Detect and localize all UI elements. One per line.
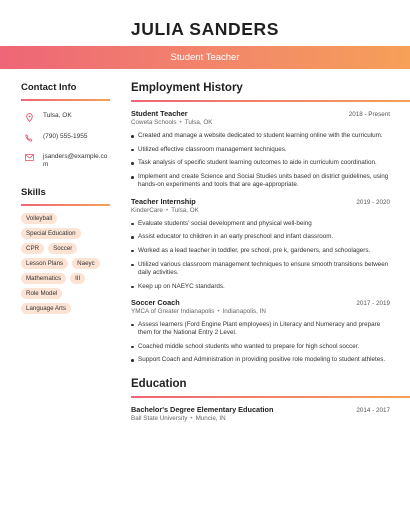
job-title: Soccer Coach (131, 297, 180, 307)
job-company: Coweta Schools (131, 119, 177, 126)
bullet-item: Support Coach and Administration in providing positive role modeling to student athletes. (131, 356, 390, 364)
bullet-item: Assist educator to children in an early preschool and infant classroom. (131, 233, 390, 241)
bullet-item: Utilized various classroom management techniques to ensure smooth transitions between daily activities. (131, 261, 390, 277)
job-entry (131, 109, 390, 190)
bullet-item: Utilized effective classroom management techniques. (131, 146, 390, 154)
school-name: Ball State University (131, 414, 188, 422)
skill-tag: Language Arts (21, 303, 71, 314)
contact-divider (21, 99, 110, 101)
job-dates: 2019 - 2020 (356, 198, 390, 206)
education-entry (131, 405, 390, 422)
location-pin-icon (21, 112, 37, 122)
education-section (131, 378, 390, 422)
bullet-item: Worked as a lead teacher in toddler, pre school, pre k, gardeners, and schoolagers. (131, 247, 390, 255)
job-location: Tulsa, OK (171, 206, 199, 214)
skill-tag: III (70, 273, 85, 284)
contact-email[interactable] (21, 153, 111, 169)
bullet-item: Task analysis of specific student learning outcomes to aide in curriculum coordination. (131, 159, 390, 167)
main-column (131, 82, 390, 422)
candidate-name: JULIA SANDERS (130, 19, 280, 39)
separator-dot-icon: • (165, 206, 169, 214)
bullet-item: Implement and create Science and Social Studies units based on district guidelines, using hands-on experiments and tools that are age-appropriate. (131, 173, 390, 189)
skill-tag: Special Education (21, 228, 81, 239)
contact-location (21, 112, 111, 122)
education-dates: 2014 - 2017 (356, 406, 390, 414)
job-dates: 2017 - 2019 (356, 299, 390, 307)
skill-tag: Mathematics (21, 273, 66, 284)
job-company: KinderCare (131, 206, 163, 214)
separator-dot-icon: • (190, 414, 193, 422)
skill-tag: CPR (21, 243, 44, 254)
contact-email-text[interactable]: jsanders@example.com (43, 153, 108, 168)
contact-heading: Contact Info (21, 82, 77, 93)
bullet-item: Keep up on NAEYC standards. (131, 283, 390, 291)
job-company: YMCA of Greater Indianapolis (131, 307, 215, 315)
employment-divider (131, 100, 410, 102)
job-bullets (131, 321, 390, 365)
bullet-item: Evaluate students' social development and physical well-being (131, 220, 390, 228)
job-bullets (131, 220, 390, 291)
contact-phone (21, 133, 111, 142)
job-entry (131, 197, 390, 291)
skill-tag: Volleyball (21, 213, 57, 224)
skill-tag: Soccer (48, 243, 77, 254)
job-location: Indianapolis, IN (222, 307, 266, 315)
bullet-item: Coached middle school students who wanted to prepare for high school soccer. (131, 343, 390, 351)
email-icon (21, 153, 37, 161)
degree-title: Bachelor's Degree Elementary Education (131, 404, 274, 414)
title-banner (0, 46, 410, 69)
contact-phone-text: (790) 555-1955 (43, 133, 88, 140)
skills-list (21, 213, 111, 318)
skills-heading: Skills (21, 187, 46, 198)
school-location: Muncie, IN (195, 414, 226, 422)
skill-tag: Lesson Plans (21, 258, 68, 269)
job-dates: 2018 - Present (348, 111, 390, 118)
employment-heading: Employment History (131, 82, 243, 94)
job-title-label: Student Teacher (170, 52, 240, 63)
job-title: Student Teacher (131, 109, 188, 118)
skills-divider (21, 204, 110, 206)
skill-tag: Naeyc (72, 258, 100, 269)
job-bullets (131, 132, 390, 190)
job-location: Tulsa, OK (184, 119, 213, 126)
separator-dot-icon: • (217, 307, 220, 315)
job-title: Teacher Internship (131, 196, 196, 206)
bullet-item: Created and manage a website dedicated to student learning online with the curriculum. (131, 132, 390, 140)
education-divider (131, 396, 410, 398)
separator-dot-icon: • (179, 119, 182, 126)
bullet-item: Assess learners (Ford Engine Plant employees) in Literacy and Numeracy and prepare them for the National Entry 2 Level. (131, 321, 390, 337)
education-heading: Education (131, 377, 187, 390)
contact-location-text: Tulsa, OK (43, 112, 72, 119)
sidebar (21, 82, 111, 318)
phone-icon (21, 133, 37, 142)
skill-tag: Role Model (21, 288, 62, 299)
job-entry (131, 298, 390, 365)
